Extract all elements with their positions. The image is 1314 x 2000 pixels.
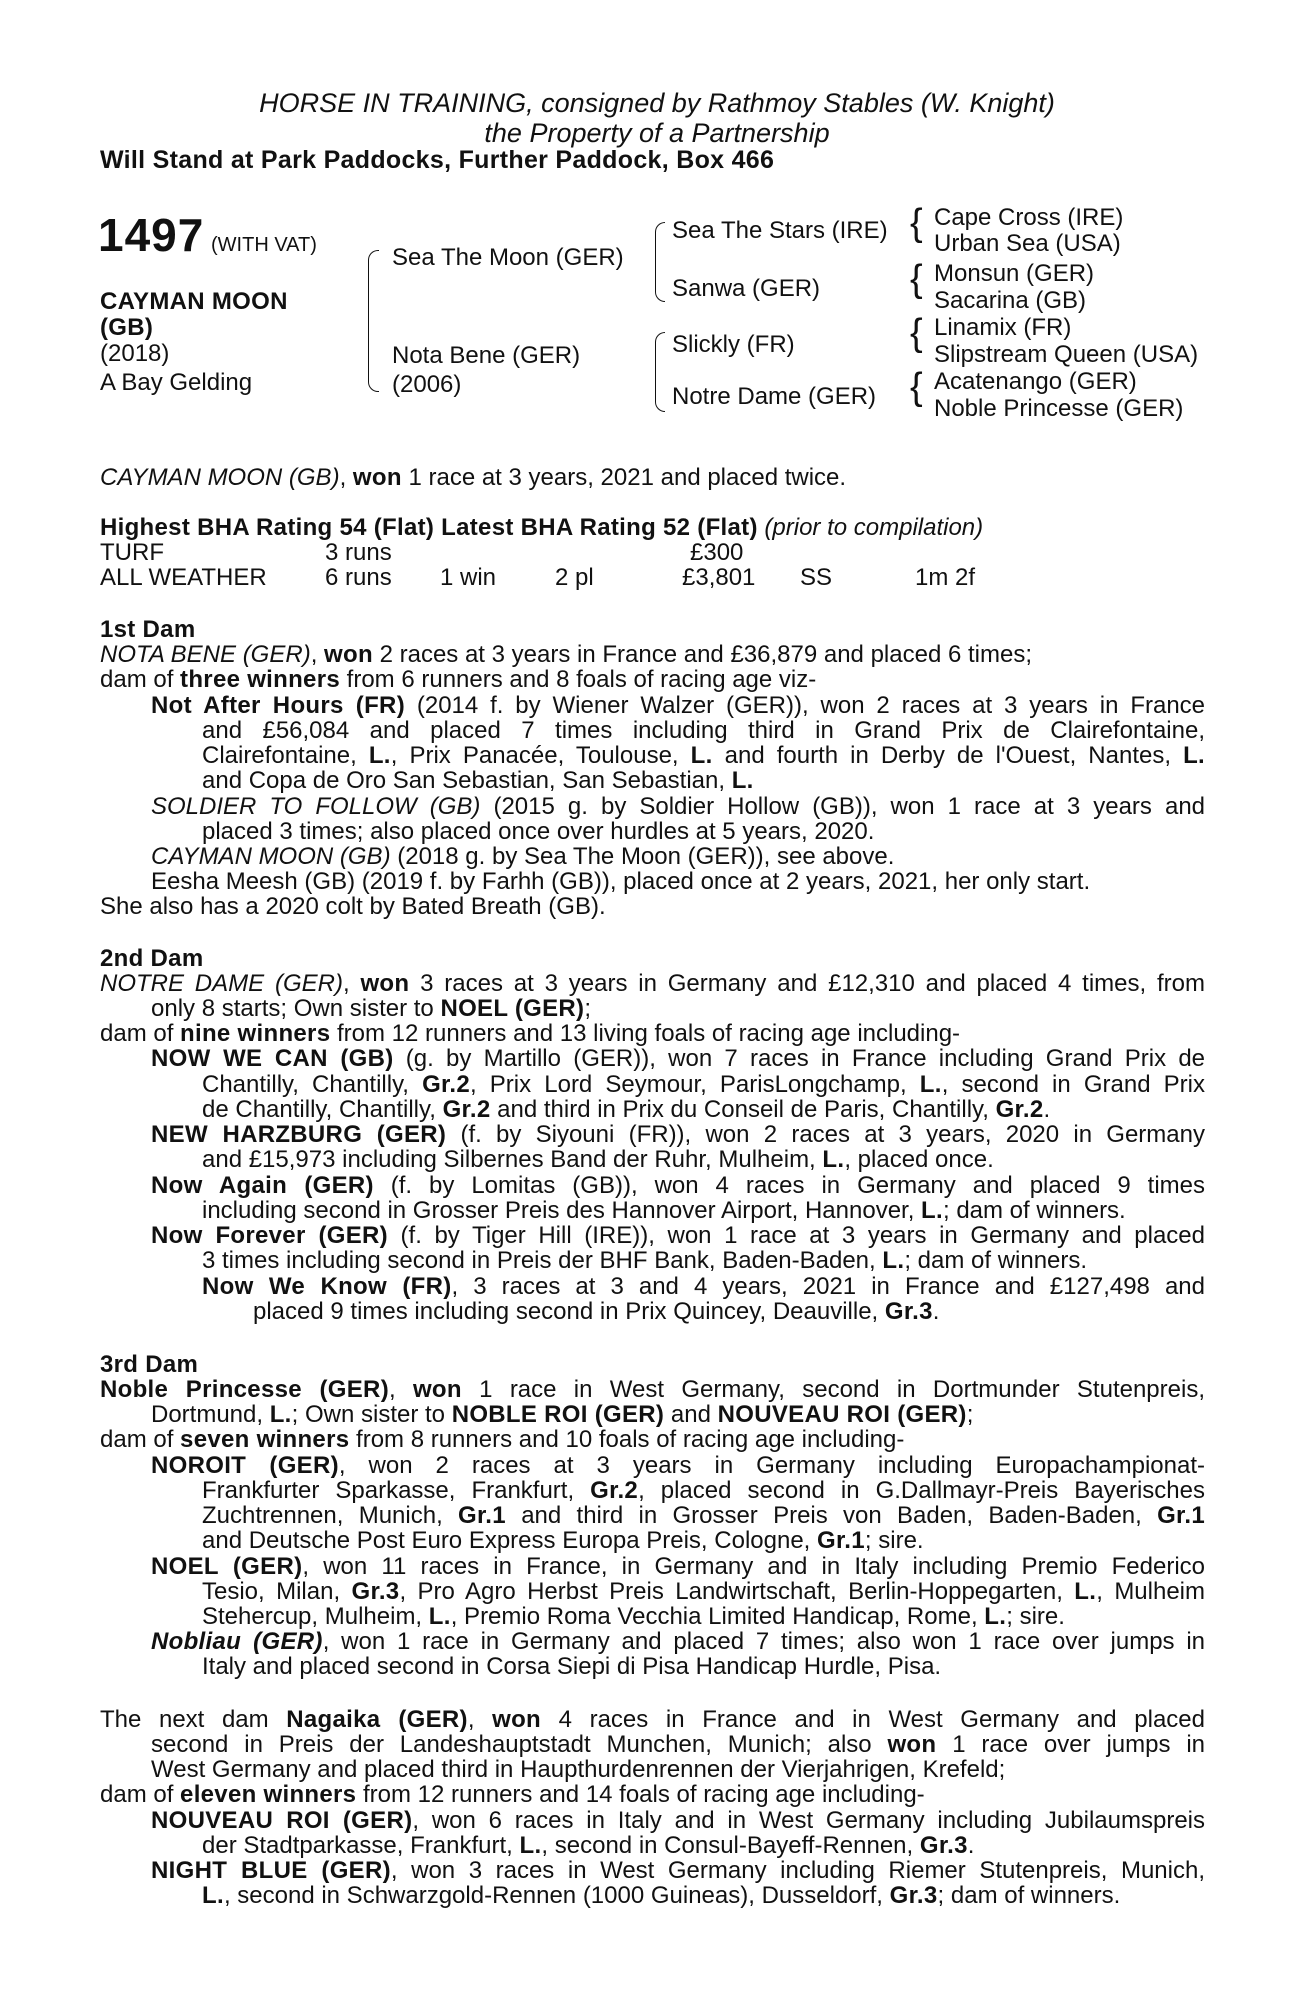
produce-nobliau: Nobliau (GER), won 1 race in Germany and placed 7 times; also won 1 race over jumps in — [151, 1628, 1206, 1655]
pedigree-brace-g2: { — [910, 258, 923, 300]
horse-country: (GB) — [100, 314, 154, 341]
aw-going: SS — [800, 564, 833, 591]
turf-prize: £300 — [690, 539, 744, 566]
rating-line: Highest BHA Rating 54 (Flat) Latest BHA Rating 52 (Flat) (prior to compilation) — [100, 514, 984, 541]
sire-dam-name: Sanwa (GER) — [672, 275, 821, 302]
consignor-line: HORSE IN TRAINING, consigned by Rathmoy Stables (W. Knight) — [259, 88, 1055, 118]
first-dam-heading: 1st Dam — [100, 616, 196, 643]
granddam-urban-sea: Urban Sea (USA) — [934, 230, 1121, 257]
pedigree-brace-gen1 — [368, 250, 379, 392]
produce-now-forever-cont: 3 times including second in Preis der BHF Bank, Baden-Baden, L.; dam of winners. — [202, 1247, 1088, 1274]
dam-year: (2006) — [392, 371, 462, 398]
horse-description: A Bay Gelding — [100, 369, 253, 396]
third-dam-line-cont: Dortmund, L.; Own sister to NOBLE ROI (GER) and NOUVEAU ROI (GER); — [151, 1401, 974, 1428]
produce-now-we-can: NOW WE CAN (GB) (g. by Martillo (GER)), won 7 races in France including Grand Prix de — [151, 1045, 1206, 1072]
grandsire-acatenango: Acatenango (GER) — [934, 368, 1137, 395]
property-line: the Property of a Partnership — [484, 118, 830, 148]
aw-runs: 6 runs — [325, 564, 392, 591]
produce-night-blue: NIGHT BLUE (GER), won 3 races in West Germany including Riemer Stutenpreis, Munich, — [151, 1857, 1205, 1884]
produce-nouveau-roi: NOUVEAU ROI (GER), won 6 races in Italy and in West Germany including Jubilaumspreis — [151, 1807, 1206, 1834]
next-dam-line-cont: second in Preis der Landeshauptstadt Munchen, Munich; also won 1 race over jumps in — [151, 1731, 1205, 1758]
sire-sire-name: Sea The Stars (IRE) — [672, 217, 888, 244]
turf-runs: 3 runs — [325, 539, 392, 566]
next-dam-produce-line: dam of eleven winners from 12 runners and 14 foals of racing age including- — [100, 1781, 925, 1808]
race-summary: CAYMAN MOON (GB), won 1 race at 3 years, 2021 and placed twice. — [100, 464, 847, 491]
produce-noroit: NOROIT (GER), won 2 races at 3 years in Germany including Europachampionat- — [151, 1452, 1206, 1479]
grandsire-cape-cross: Cape Cross (IRE) — [934, 204, 1124, 231]
aw-distance: 1m 2f — [915, 564, 976, 591]
aw-surface: ALL WEATHER — [100, 564, 267, 591]
vat-label: (WITH VAT) — [211, 234, 317, 256]
produce-nouveau-roi-cont: der Stadtparkasse, Frankfurt, L., second in Consul-Bayeff-Rennen, Gr.3. — [202, 1832, 975, 1859]
produce-now-we-can-cont: de Chantilly, Chantilly, Gr.2 and third in Prix du Conseil de Paris, Chantilly, Gr.2. — [202, 1096, 1051, 1123]
pedigree-brace-g4: { — [910, 366, 923, 408]
foaling-year: (2018) — [100, 340, 170, 367]
pedigree-brace-dam — [655, 332, 665, 412]
grandsire-linamix: Linamix (FR) — [934, 314, 1072, 341]
pedigree-brace-g3: { — [910, 312, 923, 354]
produce-now-we-know-cont: placed 9 times including second in Prix Quincey, Deauville, Gr.3. — [253, 1298, 940, 1325]
produce-not-after-hours: Not After Hours (FR) (2014 f. by Wiener Walzer (GER)), won 2 races at 3 years in France — [151, 692, 1206, 719]
dam-dam-name: Notre Dame (GER) — [672, 383, 877, 410]
produce-cayman-moon: CAYMAN MOON (GB) (2018 g. by Sea The Moon (GER)), see above. — [151, 843, 895, 870]
produce-soldier-to-follow-cont: placed 3 times; also placed once over hurdles at 5 years, 2020. — [202, 818, 875, 845]
first-dam-line: NOTA BENE (GER), won 2 races at 3 years in France and £36,879 and placed 6 times; — [100, 641, 1032, 668]
produce-not-after-hours-cont: and £56,084 and placed 7 times including third in Grand Prix de Clairefontaine, — [202, 717, 1205, 744]
produce-now-we-know: Now We Know (FR), 3 races at 3 and 4 years, 2021 in France and £127,498 and — [202, 1273, 1206, 1300]
first-dam-colt-note: She also has a 2020 colt by Bated Breath (GB). — [100, 893, 606, 920]
produce-nobliau-cont: Italy and placed second in Corsa Siepi di Pisa Handicap Hurdle, Pisa. — [202, 1653, 942, 1680]
produce-not-after-hours-cont: and Copa de Oro San Sebastian, San Sebastian, L. — [202, 767, 754, 794]
next-dam-line-cont: West Germany and placed third in Haupthurdenrennen der Vierjahrigen, Krefeld; — [151, 1756, 1006, 1783]
pedigree-brace-sire — [655, 222, 665, 302]
third-dam-line: Noble Princesse (GER), won 1 race in West Germany, second in Dortmunder Stutenpreis, — [100, 1376, 1205, 1403]
produce-night-blue-cont: L., second in Schwarzgold-Rennen (1000 Guineas), Dusseldorf, Gr.3; dam of winners. — [202, 1882, 1121, 1909]
produce-noel-cont: Tesio, Milan, Gr.3, Pro Agro Herbst Preis Landwirtschaft, Berlin-Hoppegarten, L., Mulheim — [202, 1578, 1206, 1605]
aw-prize: £3,801 — [682, 564, 756, 591]
granddam-slipstream-queen: Slipstream Queen (USA) — [934, 341, 1199, 368]
aw-wins: 1 win — [440, 564, 497, 591]
produce-noel-cont: Stehercup, Mulheim, L., Premio Roma Vecchia Limited Handicap, Rome, L.; sire. — [202, 1603, 1065, 1630]
dam-name: Nota Bene (GER) — [392, 342, 581, 369]
produce-noroit-cont: Zuchtrennen, Munich, Gr.1 and third in Grosser Preis von Baden, Baden-Baden, Gr.1 — [202, 1502, 1205, 1529]
produce-new-harzburg-cont: and £15,973 including Silbernes Band der Ruhr, Mulheim, L., placed once. — [202, 1146, 994, 1173]
sire-name: Sea The Moon (GER) — [392, 244, 624, 271]
second-dam-produce-line: dam of nine winners from 12 runners and 13 living foals of racing age including- — [100, 1020, 961, 1047]
grandsire-monsun: Monsun (GER) — [934, 260, 1095, 287]
produce-not-after-hours-cont: Clairefontaine, L., Prix Panacée, Toulouse, L. and fourth in Derby de l'Ouest, Nantes, L. — [202, 742, 1205, 769]
produce-now-forever: Now Forever (GER) (f. by Tiger Hill (IRE)), won 1 race at 3 years in Germany and placed — [151, 1222, 1205, 1249]
produce-eesha-meesh: Eesha Meesh (GB) (2019 f. by Farhh (GB)), placed once at 2 years, 2021, her only start. — [151, 868, 1091, 895]
third-dam-produce-line: dam of seven winners from 8 runners and 10 foals of racing age including- — [100, 1426, 905, 1453]
next-dam-line: The next dam Nagaika (GER), won 4 races in France and in West Germany and placed — [100, 1706, 1205, 1733]
produce-now-again-cont: including second in Grosser Preis des Hannover Airport, Hannover, L.; dam of winners. — [202, 1197, 1126, 1224]
produce-noel: NOEL (GER), won 11 races in France, in Germany and in Italy including Premio Federico — [151, 1553, 1205, 1580]
produce-now-we-can-cont: Chantilly, Chantilly, Gr.2, Prix Lord Seymour, ParisLongchamp, L., second in Grand Prix — [202, 1071, 1205, 1098]
granddam-sacarina: Sacarina (GB) — [934, 287, 1087, 314]
lot-number-line — [98, 209, 317, 268]
produce-now-again: Now Again (GER) (f. by Lomitas (GB)), won 4 races in Germany and placed 9 times — [151, 1172, 1206, 1199]
third-dam-heading: 3rd Dam — [100, 1351, 199, 1378]
pedigree-brace-g1: { — [910, 202, 923, 244]
second-dam-heading: 2nd Dam — [100, 945, 204, 972]
aw-places: 2 pl — [555, 564, 594, 591]
produce-soldier-to-follow: SOLDIER TO FOLLOW (GB) (2015 g. by Soldier Hollow (GB)), won 1 race at 3 years and — [151, 793, 1206, 820]
produce-new-harzburg: NEW HARZBURG (GER) (f. by Siyouni (FR)), won 2 races at 3 years, 2020 in Germany — [151, 1121, 1205, 1148]
dam-sire-name: Slickly (FR) — [672, 331, 795, 358]
produce-noroit-cont: Frankfurter Sparkasse, Frankfurt, Gr.2, placed second in G.Dallmayr-Preis Bayerisches — [202, 1477, 1205, 1504]
second-dam-line-cont: only 8 starts; Own sister to NOEL (GER); — [151, 995, 592, 1022]
produce-noroit-cont: and Deutsche Post Euro Express Europa Preis, Cologne, Gr.1; sire. — [202, 1527, 924, 1554]
horse-name: CAYMAN MOON — [100, 288, 288, 315]
first-dam-produce-line: dam of three winners from 6 runners and 8 foals of racing age viz- — [100, 666, 817, 693]
stand-location: Will Stand at Park Paddocks, Further Paddock, Box 466 — [100, 146, 775, 174]
second-dam-line: NOTRE DAME (GER), won 3 races at 3 years in Germany and £12,310 and placed 4 times, from — [100, 970, 1206, 997]
turf-surface: TURF — [100, 539, 164, 566]
granddam-noble-princesse: Noble Princesse (GER) — [934, 395, 1184, 422]
lot-number: 1497 — [98, 209, 205, 261]
